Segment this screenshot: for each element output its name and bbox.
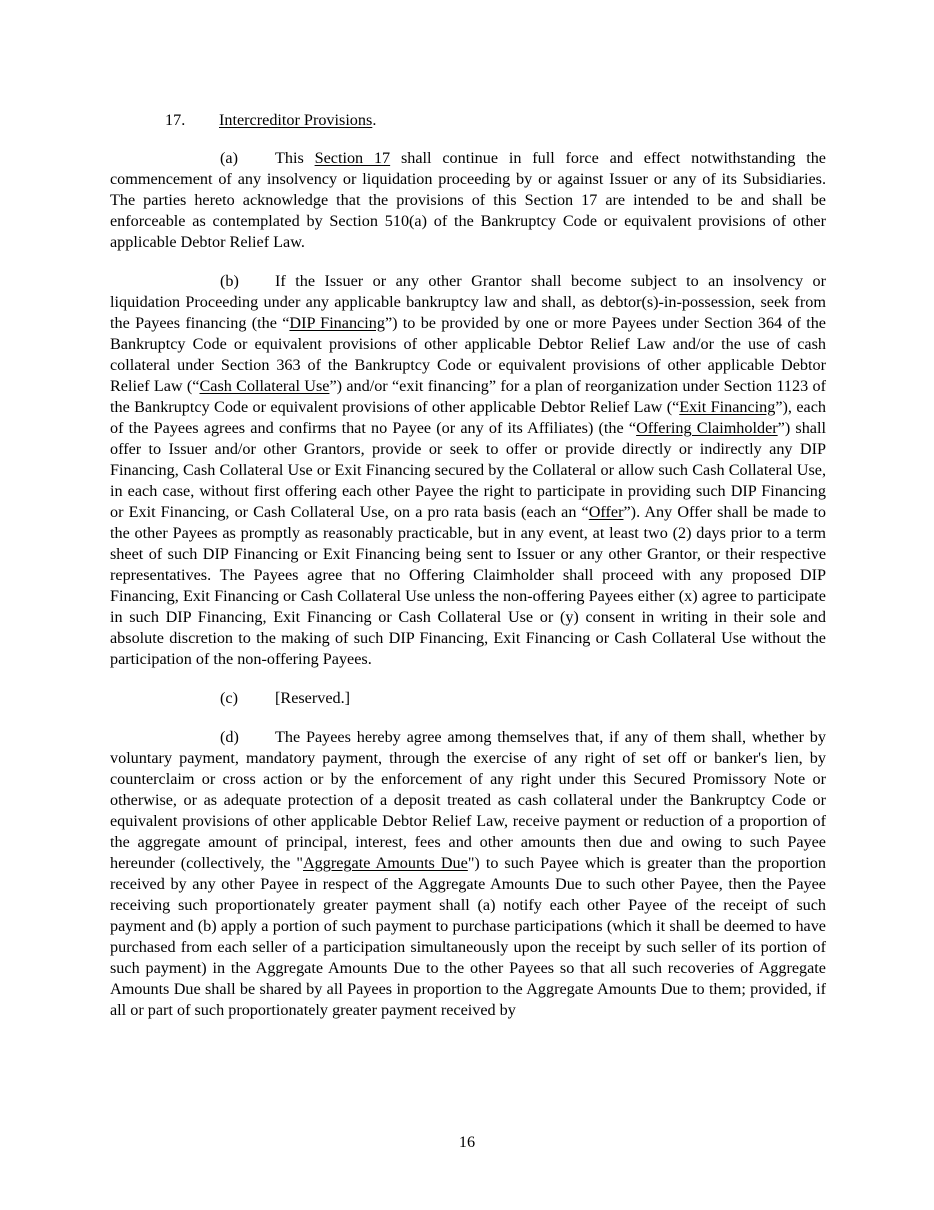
section-title: Intercreditor Provisions (219, 111, 373, 129)
paragraph-c (110, 688, 826, 709)
document-body (110, 110, 826, 1021)
defined-term-dip-financing: DIP Financing (289, 314, 385, 332)
section-heading (165, 110, 826, 131)
paragraph-b-text: ”). Any Offer shall be made to the other Payees as promptly as reasonably practicable, but in any event, at least two (2) days prior to a term sheet of such DIP Financing or Exit Financing being sent to Issuer or any other Grantor, or their respective representatives. The Payees agree that no Offering Claimholder shall proceed with any proposed DIP Financing, Exit Financing or Cash Collateral Use unless the non-offering Payees either (x) agree to participate in such DIP Financing, Exit Financing or Cash Collateral Use or (y) consent in writing in their sole and absolute discretion to the making of such DIP Financing, Exit Financing or Cash Collateral Use without the participation of the non-offering Payees. (110, 503, 826, 668)
paragraph-b-text: ”), each of the Payees agrees and confirms that no Payee (or any of its Affiliates) (the “ (110, 398, 826, 437)
paragraph-a-text: This (275, 149, 315, 167)
paragraph-c-label: (c) (220, 689, 238, 707)
paragraph-a-text: shall continue in full force and effect notwithstanding the commencement of any insolvency or liquidation proceeding by or against Issuer or any of its Subsidiaries. The parties hereto acknowledge that the provisions of this Section 17 are intended to be and shall be enforceable as contemplated by Section 510(a) of the Bankruptcy Code or equivalent provisions of other applicable Debtor Relief Law. (110, 149, 826, 251)
section-title-suffix: . (372, 111, 377, 129)
paragraph-a (110, 148, 826, 253)
paragraph-b (110, 271, 826, 670)
defined-term-offering-claimholder: Offering Claimholder (636, 419, 778, 437)
paragraph-d-label: (d) (220, 728, 239, 746)
defined-term-cash-collateral-use: Cash Collateral Use (199, 377, 330, 395)
defined-term-exit-financing: Exit Financing (679, 398, 776, 416)
page-number: 16 (458, 1133, 476, 1151)
paragraph-c-text: [Reserved.] (275, 689, 351, 707)
defined-term-aggregate-amounts-due: Aggregate Amounts Due (302, 854, 468, 872)
paragraph-a-label: (a) (220, 149, 238, 167)
paragraph-d-text: The Payees hereby agree among themselves that, if any of them shall, whether by voluntary payment, mandatory payment, through the exercise of any right of set off or banker's lien, by counterclaim or cross action or by the enforcement of any right under this Secured Promissory Note or otherwise, or as adequate protection of a deposit treated as cash collateral under the Bankruptcy Code or equivalent provisions of other applicable Debtor Relief Law, receive payment or reduction of a proportion of the aggregate amount of principal, interest, fees and other amounts then due and owing to such Payee hereunder (collectively, the " (110, 728, 826, 872)
paragraph-d (110, 727, 826, 1021)
paragraph-b-text: ”) to be provided by one or more Payees under Section 364 of the Bankruptcy Code or equivalent provisions of other applicable Debtor Relief Law and/or the use of cash collateral under Section 363 of the Bankruptcy Code or equivalent provisions of other applicable Debtor Relief Law (“ (110, 314, 826, 395)
paragraph-b-text: ”) and/or “exit financing” for a plan of reorganization under Section 1123 of the Bankruptcy Code or equivalent provisions of other applicable Debtor Relief Law (“ (110, 377, 826, 416)
defined-term-section-17: Section 17 (314, 149, 391, 167)
defined-term-offer: Offer (588, 503, 624, 521)
section-number: 17. (165, 111, 186, 129)
paragraph-d-text: ") to such Payee which is greater than the proportion received by any other Payee in respect of the Aggregate Amounts Due to such other Payee, then the Payee receiving such proportionately greater payment shall (a) notify each other Payee of the receipt of such payment and (b) apply a portion of such payment to purchase participations (which it shall be deemed to have purchased from each seller of a participation simultaneously upon the receipt by such seller of its portion of such payment) in the Aggregate Amounts Due to the other Payees so that all such recoveries of Aggregate Amounts Due shall be shared by all Payees in proportion to the Aggregate Amounts Due to them; provided, if all or part of such proportionately greater payment received by (110, 854, 826, 1019)
paragraph-b-text: If the Issuer or any other Grantor shall become subject to an insolvency or liquidation Proceeding under any applicable bankruptcy law and shall, as debtor(s)-in-possession, seek from the Payees financing (the “ (110, 272, 826, 332)
paragraph-b-text: ”) shall offer to Issuer and/or other Grantors, provide or seek to offer or provide directly or indirectly any DIP Financing, Cash Collateral Use or Exit Financing secured by the Collateral or allow such Cash Collateral Use, in each case, without first offering each other Payee the right to participate in providing such DIP Financing or Exit Financing, or Cash Collateral Use, on a pro rata basis (each an “ (110, 419, 826, 521)
paragraph-b-label: (b) (220, 272, 239, 290)
